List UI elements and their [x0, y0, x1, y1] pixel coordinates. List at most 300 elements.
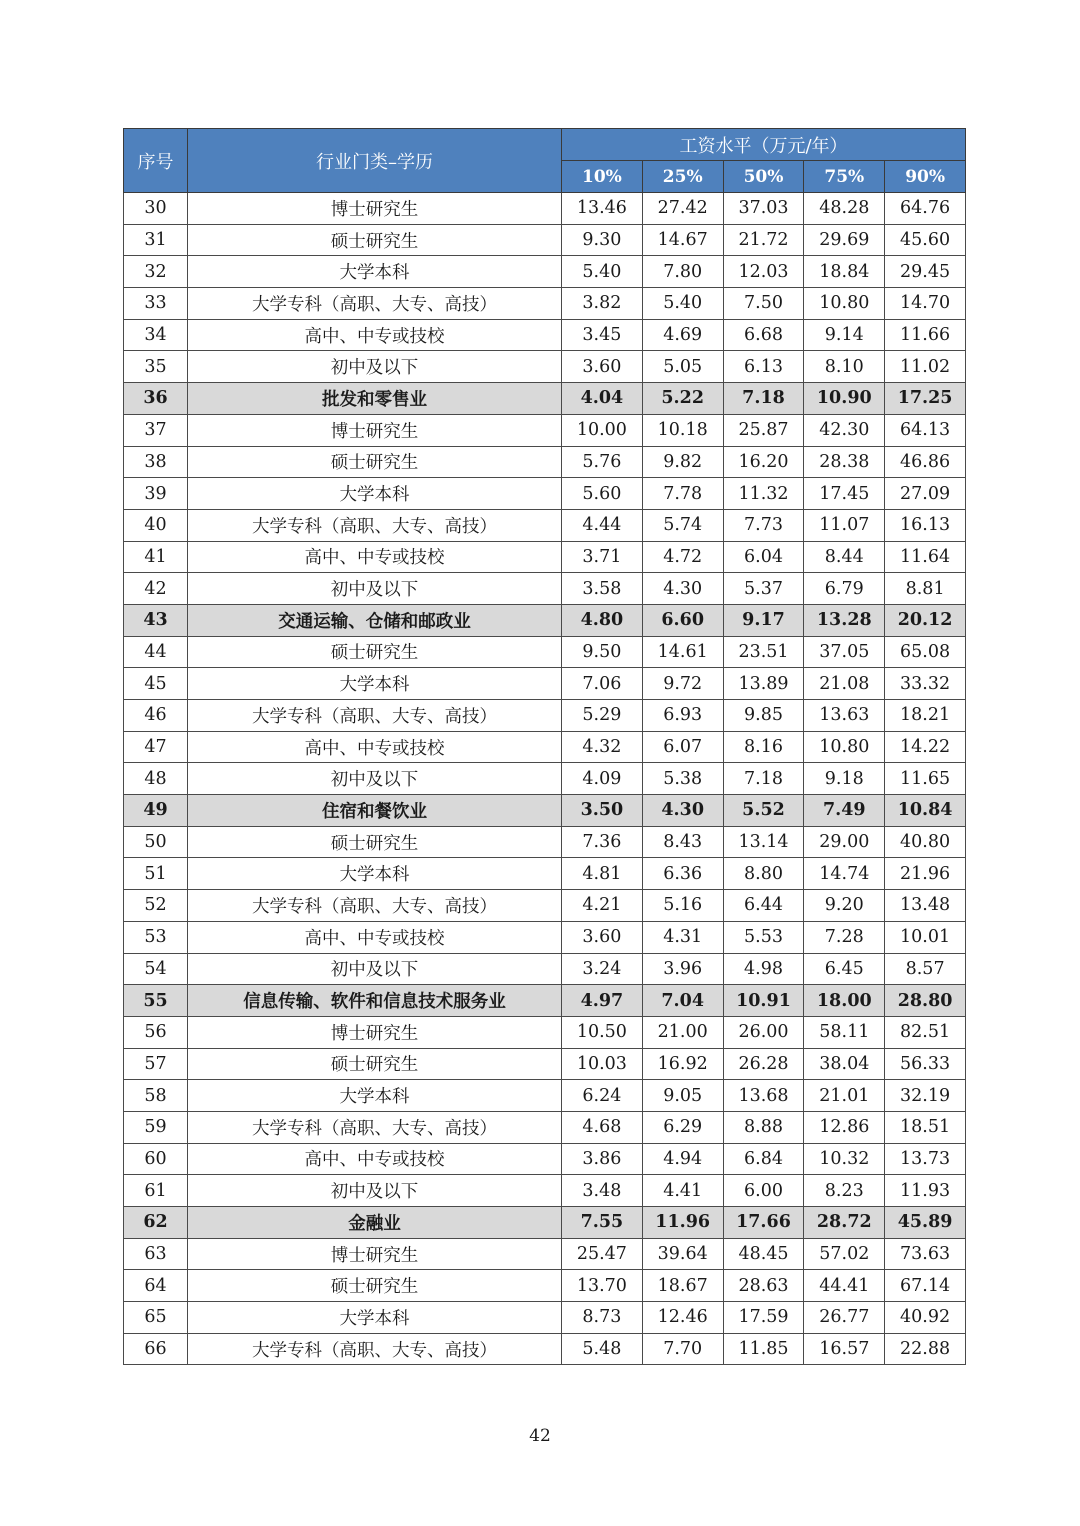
header-percentile-10: 10% — [562, 161, 643, 193]
table-row — [124, 921, 966, 953]
wage-value-p10: 3.24 — [562, 953, 643, 985]
table-row — [124, 763, 966, 795]
wage-value-p50: 7.18 — [723, 383, 804, 415]
table-row — [124, 288, 966, 320]
industry-name: 批发和零售业 — [188, 383, 562, 415]
table-row — [124, 478, 966, 510]
wage-value-p25: 12.46 — [642, 1302, 723, 1334]
wage-value-p75: 6.79 — [804, 573, 885, 605]
education-level: 大学本科 — [188, 668, 562, 700]
wage-value-p75: 21.01 — [804, 1080, 885, 1112]
wage-value-p10: 25.47 — [562, 1238, 643, 1270]
wage-value-p75: 11.07 — [804, 509, 885, 541]
wage-value-p90: 46.86 — [885, 446, 966, 478]
industry-name: 交通运输、仓储和邮政业 — [188, 604, 562, 636]
wage-value-p75: 48.28 — [804, 193, 885, 225]
wage-value-p90: 27.09 — [885, 478, 966, 510]
table-row — [124, 193, 966, 225]
education-level: 大学本科 — [188, 478, 562, 510]
wage-value-p75: 16.57 — [804, 1333, 885, 1365]
row-serial-number: 46 — [124, 700, 188, 732]
wage-value-p75: 8.10 — [804, 351, 885, 383]
wage-value-p50: 23.51 — [723, 636, 804, 668]
education-level: 初中及以下 — [188, 763, 562, 795]
wage-value-p25: 39.64 — [642, 1238, 723, 1270]
industry-row — [124, 604, 966, 636]
table-row — [124, 1016, 966, 1048]
wage-value-p50: 7.50 — [723, 288, 804, 320]
wage-value-p10: 10.00 — [562, 414, 643, 446]
wage-value-p10: 4.97 — [562, 985, 643, 1017]
wage-value-p10: 7.55 — [562, 1207, 643, 1239]
wage-value-p50: 8.80 — [723, 858, 804, 890]
wage-value-p90: 18.21 — [885, 700, 966, 732]
wage-value-p90: 8.81 — [885, 573, 966, 605]
wage-value-p10: 9.30 — [562, 224, 643, 256]
row-serial-number: 36 — [124, 383, 188, 415]
wage-value-p25: 3.96 — [642, 953, 723, 985]
header-serial-number: 序号 — [124, 129, 188, 193]
table-row — [124, 256, 966, 288]
wage-value-p90: 21.96 — [885, 858, 966, 890]
wage-value-p75: 29.00 — [804, 826, 885, 858]
wage-value-p25: 14.61 — [642, 636, 723, 668]
wage-value-p90: 67.14 — [885, 1270, 966, 1302]
wage-value-p10: 4.09 — [562, 763, 643, 795]
wage-value-p90: 10.84 — [885, 795, 966, 827]
wage-value-p25: 6.07 — [642, 731, 723, 763]
wage-value-p75: 28.72 — [804, 1207, 885, 1239]
wage-value-p50: 9.85 — [723, 700, 804, 732]
wage-value-p75: 44.41 — [804, 1270, 885, 1302]
education-level: 高中、中专或技校 — [188, 1143, 562, 1175]
wage-value-p75: 37.05 — [804, 636, 885, 668]
wage-value-p90: 32.19 — [885, 1080, 966, 1112]
wage-value-p90: 22.88 — [885, 1333, 966, 1365]
wage-value-p75: 57.02 — [804, 1238, 885, 1270]
wage-value-p25: 8.43 — [642, 826, 723, 858]
row-serial-number: 53 — [124, 921, 188, 953]
row-serial-number: 49 — [124, 795, 188, 827]
row-serial-number: 38 — [124, 446, 188, 478]
wage-value-p50: 28.63 — [723, 1270, 804, 1302]
education-level: 高中、中专或技校 — [188, 731, 562, 763]
education-level: 硕士研究生 — [188, 826, 562, 858]
table-row — [124, 636, 966, 668]
wage-value-p75: 29.69 — [804, 224, 885, 256]
wage-value-p75: 12.86 — [804, 1111, 885, 1143]
row-serial-number: 41 — [124, 541, 188, 573]
row-serial-number: 52 — [124, 890, 188, 922]
education-level: 大学本科 — [188, 858, 562, 890]
wage-value-p90: 45.89 — [885, 1207, 966, 1239]
row-serial-number: 32 — [124, 256, 188, 288]
wage-value-p75: 14.74 — [804, 858, 885, 890]
wage-value-p50: 17.66 — [723, 1207, 804, 1239]
row-serial-number: 51 — [124, 858, 188, 890]
row-serial-number: 45 — [124, 668, 188, 700]
header-category: 行业门类–学历 — [188, 129, 562, 193]
education-level: 高中、中专或技校 — [188, 921, 562, 953]
row-serial-number: 54 — [124, 953, 188, 985]
wage-value-p50: 8.16 — [723, 731, 804, 763]
education-level: 大学专科（高职、大专、高技） — [188, 288, 562, 320]
header-percentile-50: 50% — [723, 161, 804, 193]
row-serial-number: 66 — [124, 1333, 188, 1365]
wage-value-p75: 10.90 — [804, 383, 885, 415]
education-level: 博士研究生 — [188, 1016, 562, 1048]
wage-value-p10: 3.60 — [562, 351, 643, 383]
wage-value-p90: 28.80 — [885, 985, 966, 1017]
wage-value-p25: 7.04 — [642, 985, 723, 1017]
wage-value-p50: 26.00 — [723, 1016, 804, 1048]
wage-value-p25: 5.74 — [642, 509, 723, 541]
row-serial-number: 43 — [124, 604, 188, 636]
wage-value-p10: 5.40 — [562, 256, 643, 288]
wage-value-p10: 3.50 — [562, 795, 643, 827]
wage-value-p50: 16.20 — [723, 446, 804, 478]
wage-value-p10: 7.36 — [562, 826, 643, 858]
wage-value-p10: 3.71 — [562, 541, 643, 573]
wage-value-p90: 11.93 — [885, 1175, 966, 1207]
wage-value-p25: 16.92 — [642, 1048, 723, 1080]
wage-value-p50: 7.18 — [723, 763, 804, 795]
wage-value-p10: 4.81 — [562, 858, 643, 890]
industry-name: 金融业 — [188, 1207, 562, 1239]
header-percentile-75: 75% — [804, 161, 885, 193]
wage-value-p90: 10.01 — [885, 921, 966, 953]
wage-value-p75: 8.44 — [804, 541, 885, 573]
wage-value-p25: 21.00 — [642, 1016, 723, 1048]
wage-value-p25: 4.72 — [642, 541, 723, 573]
wage-value-p10: 4.80 — [562, 604, 643, 636]
education-level: 初中及以下 — [188, 573, 562, 605]
row-serial-number: 47 — [124, 731, 188, 763]
table-row — [124, 509, 966, 541]
wage-value-p90: 16.13 — [885, 509, 966, 541]
wage-value-p75: 7.49 — [804, 795, 885, 827]
wage-value-p75: 13.28 — [804, 604, 885, 636]
industry-name: 住宿和餐饮业 — [188, 795, 562, 827]
wage-value-p90: 17.25 — [885, 383, 966, 415]
education-level: 博士研究生 — [188, 414, 562, 446]
wage-value-p50: 6.68 — [723, 319, 804, 351]
education-level: 初中及以下 — [188, 1175, 562, 1207]
wage-value-p25: 4.69 — [642, 319, 723, 351]
industry-row — [124, 383, 966, 415]
wage-value-p25: 6.29 — [642, 1111, 723, 1143]
wage-value-p90: 14.70 — [885, 288, 966, 320]
header-percentile-25: 25% — [642, 161, 723, 193]
industry-name: 信息传输、软件和信息技术服务业 — [188, 985, 562, 1017]
wage-value-p25: 9.82 — [642, 446, 723, 478]
table-row — [124, 446, 966, 478]
wage-value-p90: 13.73 — [885, 1143, 966, 1175]
wage-value-p10: 4.44 — [562, 509, 643, 541]
wage-value-p75: 18.84 — [804, 256, 885, 288]
wage-value-p10: 3.45 — [562, 319, 643, 351]
wage-value-p25: 10.18 — [642, 414, 723, 446]
header-percentile-90: 90% — [885, 161, 966, 193]
wage-value-p90: 13.48 — [885, 890, 966, 922]
wage-value-p25: 5.16 — [642, 890, 723, 922]
education-level: 大学本科 — [188, 1302, 562, 1334]
industry-row — [124, 985, 966, 1017]
table-row — [124, 1302, 966, 1334]
wage-value-p10: 3.58 — [562, 573, 643, 605]
wage-value-p90: 45.60 — [885, 224, 966, 256]
wage-value-p75: 9.18 — [804, 763, 885, 795]
row-serial-number: 33 — [124, 288, 188, 320]
education-level: 硕士研究生 — [188, 636, 562, 668]
education-level: 大学专科（高职、大专、高技） — [188, 890, 562, 922]
wage-table-container — [123, 128, 965, 1365]
row-serial-number: 34 — [124, 319, 188, 351]
education-level: 大学本科 — [188, 256, 562, 288]
wage-value-p75: 58.11 — [804, 1016, 885, 1048]
education-level: 大学本科 — [188, 1080, 562, 1112]
wage-value-p25: 11.96 — [642, 1207, 723, 1239]
wage-value-p10: 4.21 — [562, 890, 643, 922]
wage-value-p10: 10.03 — [562, 1048, 643, 1080]
wage-value-p90: 8.57 — [885, 953, 966, 985]
wage-value-p50: 5.52 — [723, 795, 804, 827]
wage-value-p25: 6.60 — [642, 604, 723, 636]
wage-value-p90: 73.63 — [885, 1238, 966, 1270]
wage-value-p25: 5.22 — [642, 383, 723, 415]
wage-value-p75: 6.45 — [804, 953, 885, 985]
row-serial-number: 44 — [124, 636, 188, 668]
wage-value-p75: 42.30 — [804, 414, 885, 446]
wage-value-p90: 82.51 — [885, 1016, 966, 1048]
wage-value-p90: 65.08 — [885, 636, 966, 668]
row-serial-number: 64 — [124, 1270, 188, 1302]
wage-value-p90: 40.92 — [885, 1302, 966, 1334]
wage-table — [123, 128, 966, 1365]
wage-value-p25: 5.05 — [642, 351, 723, 383]
table-row — [124, 1175, 966, 1207]
education-level: 硕士研究生 — [188, 446, 562, 478]
table-row — [124, 573, 966, 605]
row-serial-number: 39 — [124, 478, 188, 510]
wage-value-p90: 20.12 — [885, 604, 966, 636]
row-serial-number: 61 — [124, 1175, 188, 1207]
row-serial-number: 57 — [124, 1048, 188, 1080]
wage-value-p90: 33.32 — [885, 668, 966, 700]
wage-value-p75: 17.45 — [804, 478, 885, 510]
wage-value-p10: 8.73 — [562, 1302, 643, 1334]
table-row — [124, 953, 966, 985]
wage-value-p75: 10.32 — [804, 1143, 885, 1175]
wage-value-p25: 4.30 — [642, 795, 723, 827]
wage-value-p50: 5.37 — [723, 573, 804, 605]
wage-value-p50: 17.59 — [723, 1302, 804, 1334]
header-wage-level: 工资水平（万元/年） — [562, 129, 966, 161]
wage-value-p50: 12.03 — [723, 256, 804, 288]
row-serial-number: 35 — [124, 351, 188, 383]
wage-value-p50: 5.53 — [723, 921, 804, 953]
wage-value-p50: 10.91 — [723, 985, 804, 1017]
row-serial-number: 30 — [124, 193, 188, 225]
industry-row — [124, 795, 966, 827]
wage-value-p10: 3.86 — [562, 1143, 643, 1175]
wage-value-p10: 10.50 — [562, 1016, 643, 1048]
wage-value-p90: 14.22 — [885, 731, 966, 763]
wage-value-p90: 18.51 — [885, 1111, 966, 1143]
wage-value-p75: 10.80 — [804, 288, 885, 320]
row-serial-number: 63 — [124, 1238, 188, 1270]
education-level: 硕士研究生 — [188, 1048, 562, 1080]
wage-value-p10: 3.60 — [562, 921, 643, 953]
wage-value-p50: 21.72 — [723, 224, 804, 256]
education-level: 初中及以下 — [188, 953, 562, 985]
row-serial-number: 37 — [124, 414, 188, 446]
wage-value-p50: 37.03 — [723, 193, 804, 225]
table-row — [124, 1111, 966, 1143]
wage-value-p50: 6.84 — [723, 1143, 804, 1175]
wage-value-p50: 8.88 — [723, 1111, 804, 1143]
wage-value-p50: 9.17 — [723, 604, 804, 636]
wage-value-p50: 48.45 — [723, 1238, 804, 1270]
wage-value-p25: 6.36 — [642, 858, 723, 890]
education-level: 硕士研究生 — [188, 224, 562, 256]
wage-value-p90: 11.64 — [885, 541, 966, 573]
wage-value-p50: 13.68 — [723, 1080, 804, 1112]
wage-value-p75: 26.77 — [804, 1302, 885, 1334]
row-serial-number: 50 — [124, 826, 188, 858]
wage-value-p10: 6.24 — [562, 1080, 643, 1112]
wage-value-p25: 7.78 — [642, 478, 723, 510]
row-serial-number: 58 — [124, 1080, 188, 1112]
wage-value-p10: 3.82 — [562, 288, 643, 320]
table-row — [124, 414, 966, 446]
row-serial-number: 42 — [124, 573, 188, 605]
wage-value-p10: 4.68 — [562, 1111, 643, 1143]
table-body — [124, 193, 966, 1365]
wage-value-p10: 4.04 — [562, 383, 643, 415]
row-serial-number: 59 — [124, 1111, 188, 1143]
wage-value-p25: 7.70 — [642, 1333, 723, 1365]
education-level: 高中、中专或技校 — [188, 541, 562, 573]
education-level: 博士研究生 — [188, 193, 562, 225]
table-row — [124, 890, 966, 922]
wage-value-p25: 18.67 — [642, 1270, 723, 1302]
wage-value-p50: 13.89 — [723, 668, 804, 700]
wage-value-p50: 6.44 — [723, 890, 804, 922]
wage-value-p90: 11.66 — [885, 319, 966, 351]
education-level: 高中、中专或技校 — [188, 319, 562, 351]
table-header — [124, 129, 966, 193]
wage-value-p90: 56.33 — [885, 1048, 966, 1080]
education-level: 大学专科（高职、大专、高技） — [188, 1333, 562, 1365]
wage-value-p10: 5.29 — [562, 700, 643, 732]
table-row — [124, 1238, 966, 1270]
wage-value-p90: 11.02 — [885, 351, 966, 383]
table-row — [124, 541, 966, 573]
education-level: 博士研究生 — [188, 1238, 562, 1270]
wage-value-p25: 6.93 — [642, 700, 723, 732]
row-serial-number: 56 — [124, 1016, 188, 1048]
table-row — [124, 351, 966, 383]
wage-value-p25: 5.40 — [642, 288, 723, 320]
education-level: 大学专科（高职、大专、高技） — [188, 700, 562, 732]
wage-value-p75: 38.04 — [804, 1048, 885, 1080]
wage-value-p75: 10.80 — [804, 731, 885, 763]
table-row — [124, 700, 966, 732]
table-row — [124, 224, 966, 256]
table-row — [124, 1270, 966, 1302]
wage-value-p50: 13.14 — [723, 826, 804, 858]
wage-value-p90: 64.76 — [885, 193, 966, 225]
wage-value-p90: 64.13 — [885, 414, 966, 446]
wage-value-p75: 9.20 — [804, 890, 885, 922]
row-serial-number: 40 — [124, 509, 188, 541]
table-row — [124, 319, 966, 351]
wage-value-p10: 3.48 — [562, 1175, 643, 1207]
wage-value-p75: 8.23 — [804, 1175, 885, 1207]
wage-value-p75: 18.00 — [804, 985, 885, 1017]
industry-row — [124, 1207, 966, 1239]
education-level: 硕士研究生 — [188, 1270, 562, 1302]
row-serial-number: 48 — [124, 763, 188, 795]
table-row — [124, 1048, 966, 1080]
wage-value-p10: 9.50 — [562, 636, 643, 668]
wage-value-p90: 11.65 — [885, 763, 966, 795]
education-level: 初中及以下 — [188, 351, 562, 383]
wage-value-p25: 5.38 — [642, 763, 723, 795]
wage-value-p10: 5.48 — [562, 1333, 643, 1365]
row-serial-number: 65 — [124, 1302, 188, 1334]
wage-value-p50: 6.13 — [723, 351, 804, 383]
wage-value-p50: 6.04 — [723, 541, 804, 573]
row-serial-number: 55 — [124, 985, 188, 1017]
table-row — [124, 826, 966, 858]
wage-value-p10: 5.76 — [562, 446, 643, 478]
wage-value-p10: 5.60 — [562, 478, 643, 510]
table-row — [124, 1333, 966, 1365]
table-row — [124, 858, 966, 890]
wage-value-p75: 13.63 — [804, 700, 885, 732]
wage-value-p90: 29.45 — [885, 256, 966, 288]
wage-value-p25: 4.31 — [642, 921, 723, 953]
wage-value-p75: 7.28 — [804, 921, 885, 953]
education-level: 大学专科（高职、大专、高技） — [188, 509, 562, 541]
wage-value-p10: 7.06 — [562, 668, 643, 700]
wage-value-p50: 7.73 — [723, 509, 804, 541]
wage-value-p10: 13.46 — [562, 193, 643, 225]
wage-value-p50: 4.98 — [723, 953, 804, 985]
education-level: 大学专科（高职、大专、高技） — [188, 1111, 562, 1143]
wage-value-p50: 11.85 — [723, 1333, 804, 1365]
wage-value-p50: 26.28 — [723, 1048, 804, 1080]
wage-value-p50: 11.32 — [723, 478, 804, 510]
wage-value-p10: 4.32 — [562, 731, 643, 763]
wage-value-p25: 9.05 — [642, 1080, 723, 1112]
row-serial-number: 62 — [124, 1207, 188, 1239]
table-row — [124, 668, 966, 700]
wage-value-p25: 27.42 — [642, 193, 723, 225]
row-serial-number: 31 — [124, 224, 188, 256]
wage-value-p25: 7.80 — [642, 256, 723, 288]
wage-value-p75: 28.38 — [804, 446, 885, 478]
wage-value-p90: 40.80 — [885, 826, 966, 858]
wage-value-p25: 14.67 — [642, 224, 723, 256]
page-number: 42 — [529, 1426, 551, 1446]
wage-value-p75: 21.08 — [804, 668, 885, 700]
wage-value-p50: 25.87 — [723, 414, 804, 446]
wage-value-p25: 4.94 — [642, 1143, 723, 1175]
table-row — [124, 1080, 966, 1112]
